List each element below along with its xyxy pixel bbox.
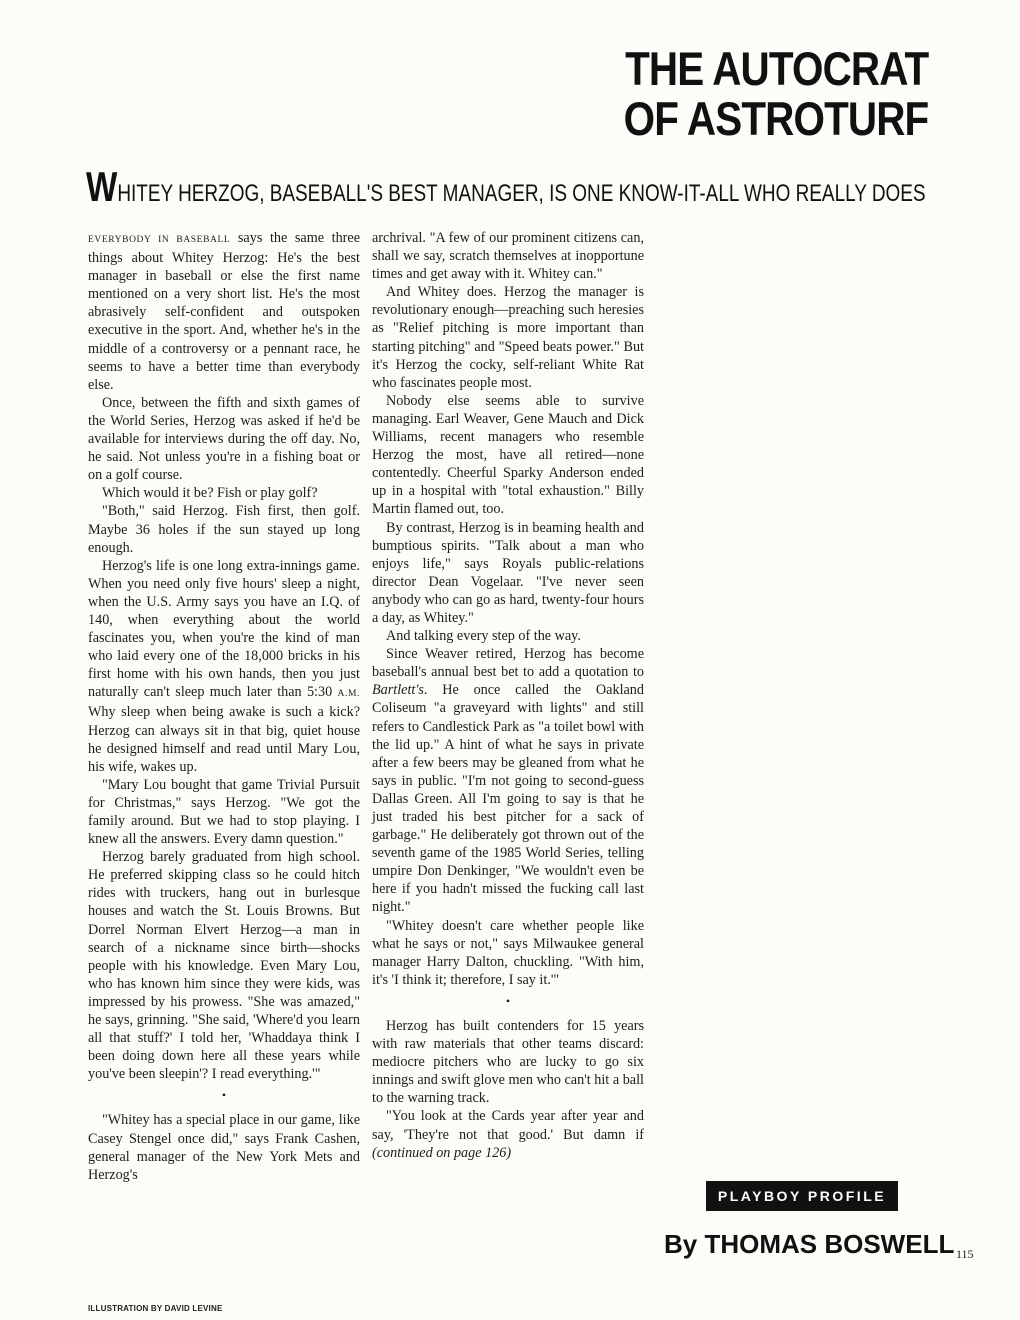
paragraph <box>88 557 360 776</box>
paragraph: archrival. "A few of our prominent citizens can, shall we say, scratch themselves at inopportune times and get away with it. Whitey can." <box>372 230 644 283</box>
title-line-1: THE AUTOCRAT <box>624 42 928 95</box>
book-title: Bartlett's <box>372 682 424 699</box>
continued-note: (continued on page 126) <box>372 1144 512 1161</box>
page-number: 115 <box>956 1247 974 1261</box>
paragraph: Herzog barely graduated from high school. He preferred skipping class so he could hitch rides with truckers, hang out in burlesque houses and watch the St. Louis Browns. But Dorrel Norman Elvert Herzog—a man in search of a nickname since birth—shocks people with his knowledge. Even Mary Lou, who has known him since they were kids, was impressed by his prowess. "She was amazed," he says, grinning. "She said, 'Where'd you learn all that stuff?' I told her, 'Whaddaya think I been doing down here all these years while you've been sleepin'? I read everything.'" <box>88 849 360 1083</box>
title-line-2: OF ASTROTURF <box>623 92 928 146</box>
lead-in-smallcaps: EVERYBODY IN BASEBALL <box>88 235 231 245</box>
paragraph: "Whitey doesn't care whether people like what he says or not," says Milwaukee general manager Harry Dalton, chuckling. "With him, it's 'I think it; therefore, I say it.'" <box>372 917 644 988</box>
paragraph <box>372 1107 644 1161</box>
text-column-2 <box>372 229 644 1162</box>
article-title <box>574 44 928 145</box>
playboy-profile-badge: PLAYBOY PROFILE <box>706 1181 898 1211</box>
paragraph-text: . He once called the Oakland Coliseum "a graveyard with lights" and still refers to Candlestick Park as "a toilet bowl with the lid up." A hint of what he says in private after a few beers may be gleaned from what he says in public. "I'm not going to second-guess Dallas Green. All I'm going to say is that he just traded his best pitcher for a sack of garbage." He deliberately got thrown out of the seventh game of the 1985 World Series, telling umpire Don Denkinger, "We wouldn't even be here if you hadn't missed the fucking call last night." <box>372 682 644 916</box>
paragraph-text: Since Weaver retired, Herzog has become baseball's annual best bet to add a quotation to <box>372 646 644 681</box>
paragraph-text: Herzog's life is one long extra-innings game. When you need only five hours' sleep a night, when the U.S. Army says you have an I.Q. of 140, when everything about the world fascinates you, when you're the kind of man who laid every one of the 18,000 bricks in his first home with his own hands, then you just naturally can't sleep much later than 5:30 <box>88 557 360 701</box>
deck-initial: W <box>86 163 118 210</box>
illustration-credit: ILLUSTRATION BY DAVID LEVINE <box>88 1304 223 1313</box>
paragraph: And Whitey does. Herzog the manager is revolutionary enough—preaching such heresies as "Relief pitching is more important than starting pitching" and "Speed beats power." But it's Herzog the cocky, self-reliant White Rat who fascinates people most. <box>372 284 644 391</box>
time-smallcaps: A.M. <box>337 689 360 700</box>
paragraph <box>372 645 644 916</box>
paragraph <box>88 229 360 394</box>
paragraph: Which would it be? Fish or play golf? <box>102 485 318 502</box>
paragraph: "Mary Lou bought that game Trivial Pursuit for Christmas," says Herzog. "We got the family around. But we had to stop playing. I knew all the answers. Every damn question." <box>88 776 360 848</box>
paragraph: "Whitey has a special place in our game, like Casey Stengel once did," says Frank Cashen, general manager of the New York Mets and Herzog's <box>88 1112 360 1183</box>
byline: By THOMAS BOSWELL <box>664 1229 955 1259</box>
paragraph: Herzog has built contenders for 15 years with raw materials that other teams discard: mediocre pitchers who are lucky to go six innings and swift glove men who can't hit a ball to the warning track. <box>372 1017 644 1107</box>
text-column-1 <box>88 229 360 1184</box>
paragraph-text: "You look at the Cards year after year and say, 'They're not that good.' But damn if <box>372 1108 644 1143</box>
deck-text: HITEY HERZOG, BASEBALL'S BEST MANAGER, IS ONE KNOW-IT-ALL WHO REALLY DOES <box>117 180 926 207</box>
paragraph-text: says the same three things about Whitey Herzog: He's the best manager in baseball or else the first name mentioned on a very short list. He's the most abrasively self-confident and outspoken executive in the sport. And, whether he's in the middle of a controversy or a pennant race, he seems to have a better time than everybody else. <box>88 230 360 393</box>
paragraph: And talking every step of the way. <box>386 628 581 645</box>
paragraph: Once, between the fifth and sixth games of the World Series, Herzog was asked if he'd be available for interviews during the off day. No, he said. Not unless you're in a fishing boat or on a golf course. <box>88 394 360 484</box>
paragraph: By contrast, Herzog is in beaming health and bumptious spirits. "Talk about a man who enjoys life," says Royals public-relations director Dean Vogelaar. "I've never seen anybody who can go as hard, twenty-four hours a day, as Whitey." <box>372 519 644 626</box>
section-break-bullet: • <box>505 993 511 1008</box>
paragraph: "Both," said Herzog. Fish first, then golf. Maybe 36 holes if the sun stayed up long enough. <box>88 503 360 556</box>
article-deck <box>86 163 926 211</box>
paragraph-text: Why sleep when being awake is such a kick? Herzog can always sit in that big, quiet house he designed himself and read until Mary Lou, his wife, wakes up. <box>88 704 360 775</box>
section-break-bullet: • <box>221 1088 227 1103</box>
paragraph: Nobody else seems able to survive managing. Earl Weaver, Gene Mauch and Dick Williams, recent managers who resemble Herzog the most, have all retired—none contentedly. Cheerful Sparky Anderson ended up in a hospital with "total exhaustion." Billy Martin flamed out, too. <box>372 392 644 518</box>
